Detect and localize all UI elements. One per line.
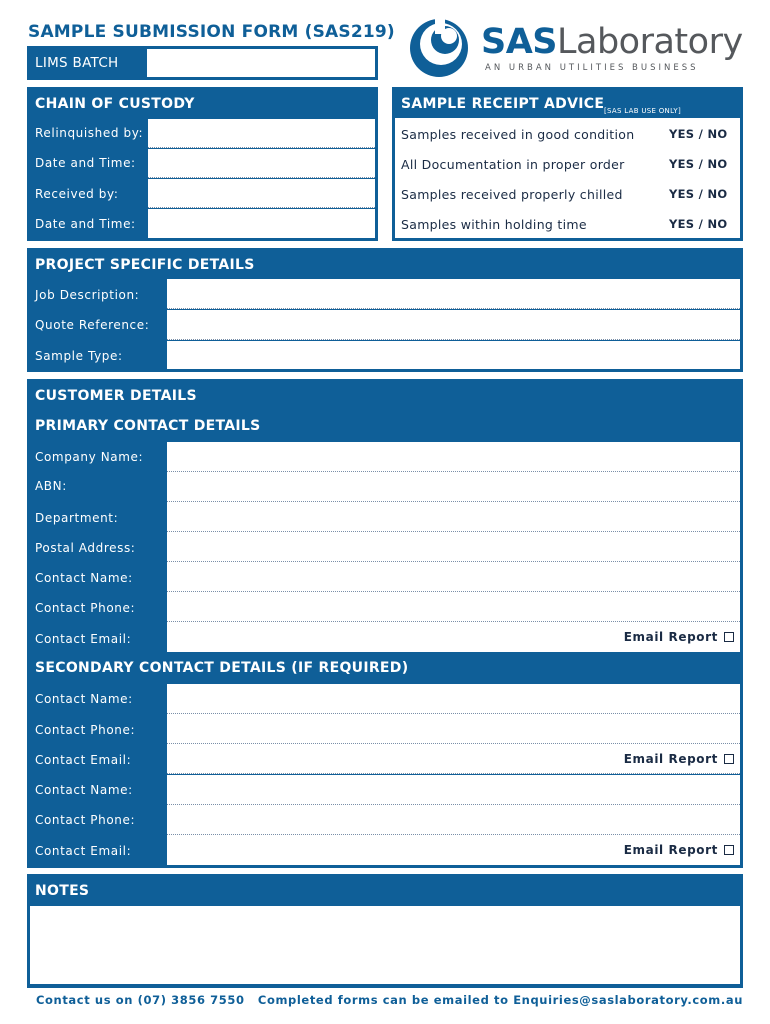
receipt-item-answer[interactable]: YES / NO	[669, 157, 728, 171]
company-name-field[interactable]	[167, 442, 740, 472]
customer-details-title: CUSTOMER DETAILS	[35, 388, 197, 404]
notes-title: NOTES	[35, 883, 90, 899]
secondary-contact-phone-field[interactable]	[167, 714, 740, 744]
secondary-contact-email-field[interactable]	[167, 744, 740, 774]
receipt-item-label: Samples received properly chilled	[401, 187, 623, 202]
footer-email-note: Completed forms can be emailed to Enquiries@saslaboratory.com.au	[257, 993, 743, 1007]
abn-field[interactable]	[167, 472, 740, 502]
receipt-items	[395, 118, 740, 238]
email-report-checkbox[interactable]	[724, 632, 734, 642]
customer-details-panel	[27, 379, 743, 868]
logo-tagline: AN URBAN UTILITIES BUSINESS	[485, 63, 699, 73]
contact-email-field[interactable]	[167, 622, 740, 652]
contact-email-label: Contact Email:	[35, 844, 132, 858]
chain-of-custody-title: CHAIN OF CUSTODY	[35, 96, 195, 112]
project-details-title: PROJECT SPECIFIC DETAILS	[35, 257, 255, 273]
receipt-item-label: All Documentation in proper order	[401, 157, 625, 172]
secondary-contact-phone-field-2[interactable]	[167, 805, 740, 835]
postal-address-label: Postal Address:	[35, 541, 136, 555]
contact-name-field[interactable]	[167, 562, 740, 592]
job-description-label: Job Description:	[35, 288, 140, 302]
contact-phone-label: Contact Phone:	[35, 723, 136, 737]
received-by-label: Received by:	[35, 187, 119, 201]
sample-type-field[interactable]	[167, 341, 740, 369]
lims-batch-field[interactable]	[147, 49, 375, 77]
receipt-item-label: Samples received in good condition	[401, 127, 635, 142]
contact-name-label: Contact Name:	[35, 571, 133, 585]
contact-email-label: Contact Email:	[35, 753, 132, 767]
secondary-contact-email-field-2[interactable]	[167, 835, 740, 865]
footer-contact: Contact us on (07) 3856 7550	[36, 993, 245, 1007]
postal-address-field[interactable]	[167, 532, 740, 562]
department-field[interactable]	[167, 502, 740, 532]
sample-type-label: Sample Type:	[35, 349, 123, 363]
contact-phone-label: Contact Phone:	[35, 813, 136, 827]
email-report-option[interactable]: Email Report	[624, 843, 734, 857]
notes-field[interactable]	[30, 906, 740, 984]
form-title: SAMPLE SUBMISSION FORM (SAS219)	[28, 22, 395, 42]
email-report-checkbox[interactable]	[724, 845, 734, 855]
receipt-item-answer[interactable]: YES / NO	[669, 127, 728, 141]
primary-contact-title: PRIMARY CONTACT DETAILS	[35, 418, 261, 434]
email-report-option[interactable]: Email Report	[624, 752, 734, 766]
company-name-label: Company Name:	[35, 450, 144, 464]
secondary-contact-name-field[interactable]	[167, 684, 740, 714]
lab-use-only-note: [SAS LAB USE ONLY]	[604, 107, 681, 115]
logo-wordmark: SASLaboratory	[481, 22, 743, 62]
project-details-panel	[27, 248, 743, 372]
lims-batch-label: LIMS BATCH	[35, 55, 119, 71]
date-time-field-2[interactable]	[148, 209, 375, 238]
relinquished-by-label: Relinquished by:	[35, 126, 144, 140]
sample-receipt-title: SAMPLE RECEIPT ADVICE	[401, 96, 605, 112]
quote-reference-label: Quote Reference:	[35, 318, 150, 332]
contact-email-label: Contact Email:	[35, 632, 132, 646]
relinquished-by-field[interactable]	[148, 119, 375, 148]
notes-panel	[27, 874, 743, 988]
contact-name-label: Contact Name:	[35, 692, 133, 706]
date-time-label-1: Date and Time:	[35, 156, 136, 170]
sample-receipt-panel	[392, 87, 743, 241]
receipt-item-label: Samples within holding time	[401, 217, 587, 232]
secondary-contact-title: SECONDARY CONTACT DETAILS (IF REQUIRED)	[35, 660, 409, 676]
email-report-checkbox[interactable]	[724, 754, 734, 764]
contact-phone-field[interactable]	[167, 592, 740, 622]
chain-of-custody-panel	[27, 87, 378, 241]
company-logo	[405, 14, 745, 80]
received-by-field[interactable]	[148, 179, 375, 208]
lims-batch-panel	[27, 46, 378, 80]
job-description-field[interactable]	[167, 279, 740, 309]
receipt-item-answer[interactable]: YES / NO	[669, 187, 728, 201]
sas-swirl-icon	[405, 14, 473, 80]
date-time-label-2: Date and Time:	[35, 217, 136, 231]
quote-reference-field[interactable]	[167, 310, 740, 340]
abn-label: ABN:	[35, 479, 67, 493]
receipt-item-answer[interactable]: YES / NO	[669, 217, 728, 231]
secondary-contact-name-field-2[interactable]	[167, 775, 740, 805]
contact-name-label: Contact Name:	[35, 783, 133, 797]
contact-phone-label: Contact Phone:	[35, 601, 136, 615]
email-report-option[interactable]: Email Report	[624, 630, 734, 644]
department-label: Department:	[35, 511, 119, 525]
date-time-field-1[interactable]	[148, 149, 375, 178]
